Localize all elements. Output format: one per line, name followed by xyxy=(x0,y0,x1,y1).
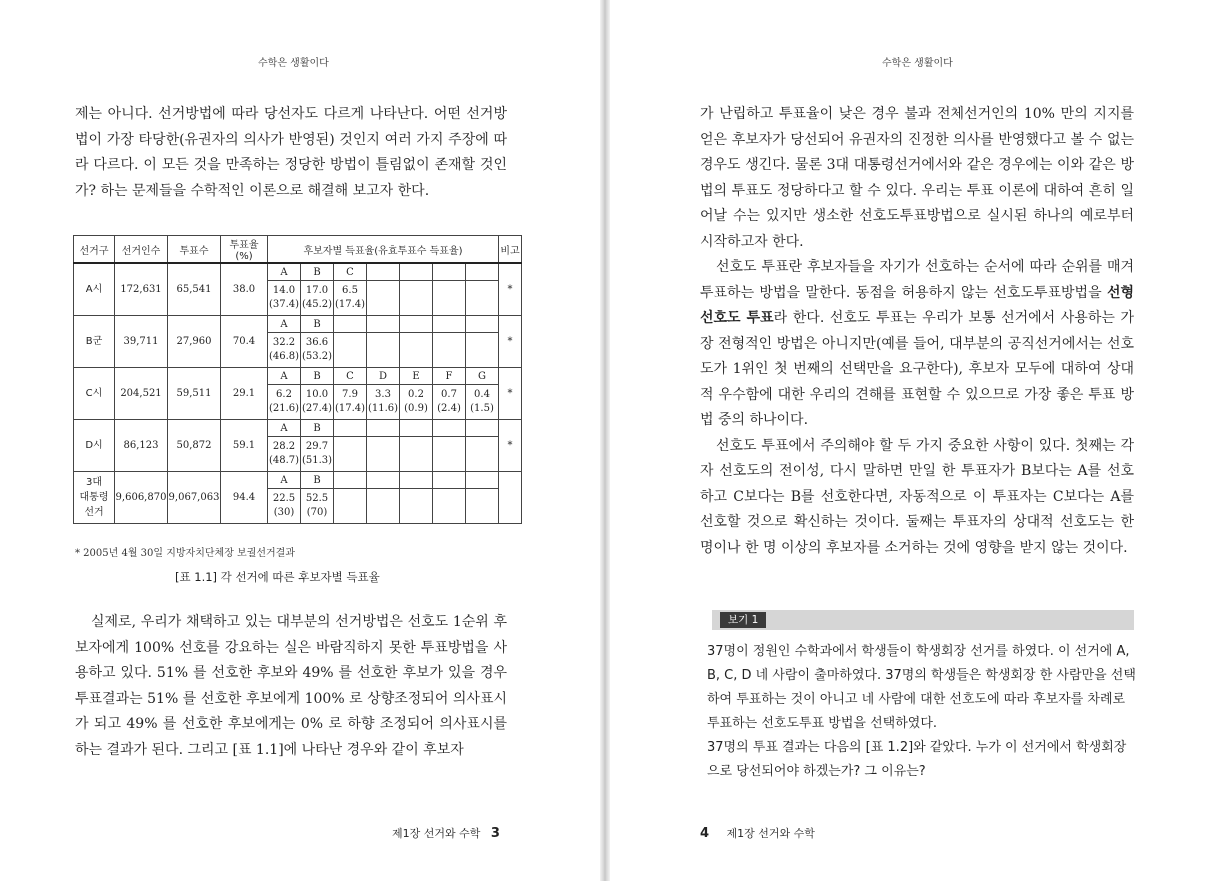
candidate-share xyxy=(268,489,301,524)
candidate-share xyxy=(268,385,301,420)
example-box xyxy=(707,640,1137,784)
candidate-letter: C xyxy=(334,263,367,281)
cell-turnout: 38.0 xyxy=(221,263,268,316)
share-value: 10.0 xyxy=(305,389,329,400)
cell-district: A시 xyxy=(74,263,115,316)
candidate-share xyxy=(433,333,466,368)
share-value: 28.2 xyxy=(272,441,296,452)
candidate-share xyxy=(400,385,433,420)
share-value: 52.5 xyxy=(305,493,329,504)
candidate-share xyxy=(334,489,367,524)
candidate-letter: G xyxy=(466,368,499,385)
candidate-share xyxy=(433,281,466,316)
candidate-share xyxy=(268,437,301,472)
cell-district: C시 xyxy=(74,368,115,420)
share-value: 14.0 xyxy=(272,285,296,296)
candidate-letter xyxy=(367,263,400,281)
cell-district: 3대 대통령 선거 xyxy=(74,472,115,524)
share-percent: (2.4) xyxy=(437,403,461,414)
body-text xyxy=(700,102,1134,561)
header-ballots: 투표수 xyxy=(168,236,221,264)
share-value: 3.3 xyxy=(375,389,391,400)
candidate-share xyxy=(400,437,433,472)
candidate-share xyxy=(301,385,334,420)
body-paragraph: 제는 아니다. 선거방법에 따라 당선자도 다르게 나타난다. 어떤 선거방법이 가장 타당한(유권자의 의사가 반영된) 것인지 여러 가지 주장에 따라 다르다. 이 모든 것을 만족하는 정당한 방법이 틀림없이 존재할 것인가? 하는 문제들을 수학적인 이론으로 해결해 보고자 한다. xyxy=(75,106,507,199)
header-voters: 선거인수 xyxy=(115,236,168,264)
share-value: 17.0 xyxy=(305,285,329,296)
candidate-share xyxy=(433,385,466,420)
candidate-letter xyxy=(466,472,499,489)
share-value: 36.6 xyxy=(305,337,329,348)
candidate-share xyxy=(367,281,400,316)
cell-voters: 39,711 xyxy=(115,316,168,368)
candidate-share xyxy=(400,489,433,524)
candidate-letter xyxy=(367,420,400,437)
page-footer xyxy=(700,825,815,841)
candidate-share xyxy=(466,333,499,368)
cell-note: * xyxy=(499,316,522,368)
candidate-letter xyxy=(400,472,433,489)
cell-voters: 9,606,870 xyxy=(115,472,168,524)
candidate-letter xyxy=(400,420,433,437)
table-caption: [표 1.1] 각 선거에 따른 후보자별 득표율 xyxy=(175,570,380,584)
example-paragraph: 37명의 투표 결과는 다음의 [표 1.2]와 같았다. 누가 이 선거에서 학생회장으로 당선되어야 하겠는가? 그 이유는? xyxy=(707,740,1127,779)
candidate-share xyxy=(301,437,334,472)
candidate-letter xyxy=(466,316,499,333)
candidate-letter: A xyxy=(268,420,301,437)
cell-turnout: 59.1 xyxy=(221,420,268,472)
candidate-share xyxy=(367,437,400,472)
cell-voters: 172,631 xyxy=(115,263,168,316)
candidate-share xyxy=(466,437,499,472)
share-value: 7.9 xyxy=(342,389,358,400)
candidate-letter xyxy=(334,472,367,489)
candidate-letter: A xyxy=(268,316,301,333)
cell-ballots: 59,511 xyxy=(168,368,221,420)
candidate-share xyxy=(334,437,367,472)
share-percent: (45.2) xyxy=(301,299,333,310)
share-percent: (17.4) xyxy=(334,403,366,414)
candidate-share xyxy=(301,489,334,524)
share-value: 0.4 xyxy=(474,389,490,400)
share-value: 32.2 xyxy=(272,337,296,348)
cell-voters: 86,123 xyxy=(115,420,168,472)
results-table xyxy=(73,235,522,524)
candidate-letter: F xyxy=(433,368,466,385)
candidate-share xyxy=(367,333,400,368)
share-value: 22.5 xyxy=(272,493,296,504)
left-page xyxy=(0,0,600,881)
cell-turnout: 29.1 xyxy=(221,368,268,420)
share-percent: (1.5) xyxy=(470,403,494,414)
candidate-letter xyxy=(433,263,466,281)
keyword: 선형 선호도 투표 xyxy=(700,284,1134,326)
candidate-share xyxy=(367,489,400,524)
share-percent: (53.2) xyxy=(301,351,333,362)
header-district: 선거구 xyxy=(74,236,115,264)
share-value: 0.2 xyxy=(408,389,424,400)
body-paragraph xyxy=(700,255,1134,434)
running-head: 수학은 생활이다 xyxy=(258,58,329,69)
cell-turnout: 70.4 xyxy=(221,316,268,368)
share-value: 6.2 xyxy=(276,389,292,400)
cell-district: D시 xyxy=(74,420,115,472)
table-body xyxy=(74,263,522,524)
candidate-letter xyxy=(334,316,367,333)
cell-district: B군 xyxy=(74,316,115,368)
text-run: 라 한다. 선호도 투표는 우리가 보통 선거에서 사용하는 가장 전형적인 방법은 아니지만(예를 들어, 대부분의 공직선거에서는 선호도가 1위인 첫 번째의 선택만을 요구한다), 후보자 모두에 대하여 상대적 우수함에 대한 우리의 견해를 표현할 수 있으므로 가장 좋은 투표 방법 중의 하나이다. xyxy=(700,310,1134,428)
candidate-letter xyxy=(400,263,433,281)
candidate-letter: A xyxy=(268,472,301,489)
table-footnote: * 2005년 4월 30일 지방자치단체장 보궐선거결과 xyxy=(75,548,295,559)
candidate-share xyxy=(268,333,301,368)
body-paragraph: 실제로, 우리가 채택하고 있는 대부분의 선거방법은 선호도 1순위 후보자에게 100% 선호를 강요하는 실은 바람직하지 못한 투표방법을 사용하고 있다. 51% 를 선호한 후보와 49% 를 선호한 후보가 있을 경우 투표결과는 51% 를 선호한 후보에게 100% 로 상향조정되어 의사표시가 되고 49% 를 선호한 후보에게는 0% 로 하향 조정되어 의사표시를 하는 결과가 된다. 그리고 [표 1.1]에 나타난 경우와 같이 후보자 xyxy=(75,614,507,758)
example-label: 보기 1 xyxy=(720,612,766,628)
candidate-share xyxy=(301,333,334,368)
book-gutter xyxy=(600,0,610,881)
candidate-letter xyxy=(367,472,400,489)
cell-ballots: 27,960 xyxy=(168,316,221,368)
page-number: 3 xyxy=(490,826,500,841)
candidate-share xyxy=(268,281,301,316)
candidate-letter: A xyxy=(268,368,301,385)
header-turnout: 투표율(%) xyxy=(221,236,268,264)
candidate-letter: C xyxy=(334,368,367,385)
candidate-letter: B xyxy=(301,472,334,489)
body-paragraph: 선호도 투표에서 주의해야 할 두 가지 중요한 사항이 있다. 첫째는 각자 선호도의 전이성, 다시 말하면 만일 한 투표자가 B보다는 A를 선호하고 C보다는 B를 선호한다면, 자동적으로 이 투표자는 C보다는 A를 선호할 것으로 확신하는 것이다. 둘째는 투표자의 상대적 선호도는 한 명이나 한 명 이상의 후보자를 소거하는 것에 영향을 받지 않는 것이다. xyxy=(700,437,1134,556)
right-page xyxy=(610,0,1209,881)
share-value: 6.5 xyxy=(342,285,358,296)
cell-note: * xyxy=(499,420,522,472)
page-number: 4 xyxy=(700,826,710,841)
share-percent: (70) xyxy=(306,507,328,518)
share-percent: (37.4) xyxy=(268,299,300,310)
candidate-share xyxy=(334,333,367,368)
share-percent: (21.6) xyxy=(268,403,300,414)
candidate-letter xyxy=(433,316,466,333)
running-head: 수학은 생활이다 xyxy=(882,58,953,69)
candidate-share xyxy=(400,333,433,368)
share-percent: (0.9) xyxy=(404,403,428,414)
footer-chapter: 제1장 선거와 수학 xyxy=(392,827,481,840)
cell-ballots: 65,541 xyxy=(168,263,221,316)
share-percent: (46.8) xyxy=(268,351,300,362)
body-paragraph: 가 난립하고 투표율이 낮은 경우 불과 전체선거인의 10% 만의 지지를 얻은 후보자가 당선되어 유권자의 진정한 의사를 반영했다고 볼 수 없는 경우도 생긴다. 물론 3대 대통령선거에서와 같은 경우에는 이와 같은 방법의 투표도 정당하다고 할 수 있다. 우리는 투표 이론에 대하여 흔히 일어날 수는 있지만 생소한 선호도투표방법으로 실시된 하나의 예로부터 시작하고자 한다. xyxy=(700,106,1134,250)
cell-note: * xyxy=(499,263,522,316)
cell-note xyxy=(499,472,522,524)
candidate-share xyxy=(466,281,499,316)
share-percent: (51.3) xyxy=(301,455,333,466)
candidate-letter: B xyxy=(301,420,334,437)
share-percent: (48.7) xyxy=(268,455,300,466)
candidate-share xyxy=(334,281,367,316)
header-candidates: 후보자별 득표율(유효투표수 득표율) xyxy=(268,236,499,264)
header-note: 비고 xyxy=(499,236,522,264)
candidate-letter xyxy=(334,420,367,437)
candidate-share xyxy=(433,437,466,472)
cell-voters: 204,521 xyxy=(115,368,168,420)
candidate-share xyxy=(334,385,367,420)
candidate-letter: E xyxy=(400,368,433,385)
candidate-letter: D xyxy=(367,368,400,385)
share-percent: (30) xyxy=(273,507,295,518)
share-percent: (17.4) xyxy=(334,299,366,310)
share-percent: (27.4) xyxy=(301,403,333,414)
example-paragraph: 37명이 정원인 수학과에서 학생들이 학생회장 선거를 하였다. 이 선거에 A, B, C, D 네 사람이 출마하였다. 37명의 학생들은 학생회장 한 사람만을 선택하여 투표하는 것이 아니고 네 사람에 대한 선호도에 따라 후보자를 차례로 투표하는 선호도투표 방법을 선택하였다. xyxy=(707,644,1136,731)
candidate-share xyxy=(400,281,433,316)
candidate-share xyxy=(367,385,400,420)
footer-chapter: 제1장 선거와 수학 xyxy=(726,827,815,840)
candidate-letter: B xyxy=(301,263,334,281)
candidate-share xyxy=(466,489,499,524)
example-header-bar xyxy=(706,610,1134,630)
cell-turnout: 94.4 xyxy=(221,472,268,524)
candidate-letter xyxy=(400,316,433,333)
bar-marker xyxy=(706,610,712,630)
candidate-letter xyxy=(433,420,466,437)
share-value: 29.7 xyxy=(305,441,329,452)
candidate-letter: B xyxy=(301,368,334,385)
candidate-letter: A xyxy=(268,263,301,281)
candidate-letter xyxy=(367,316,400,333)
candidate-letter xyxy=(466,263,499,281)
page-footer xyxy=(392,825,500,841)
candidate-share xyxy=(433,489,466,524)
candidate-letter xyxy=(433,472,466,489)
candidate-letter: B xyxy=(301,316,334,333)
candidate-letter xyxy=(466,420,499,437)
cell-ballots: 9,067,063 xyxy=(168,472,221,524)
share-percent: (11.6) xyxy=(367,403,399,414)
candidate-share xyxy=(301,281,334,316)
cell-ballots: 50,872 xyxy=(168,420,221,472)
candidate-share xyxy=(466,385,499,420)
share-value: 0.7 xyxy=(441,389,457,400)
text-run: 선호도 투표란 후보자들을 자기가 선호하는 순서에 따라 순위를 매겨 투표하는 방법을 말한다. 동점을 허용하지 않는 선호도투표방법을 xyxy=(700,259,1134,301)
cell-note: * xyxy=(499,368,522,420)
